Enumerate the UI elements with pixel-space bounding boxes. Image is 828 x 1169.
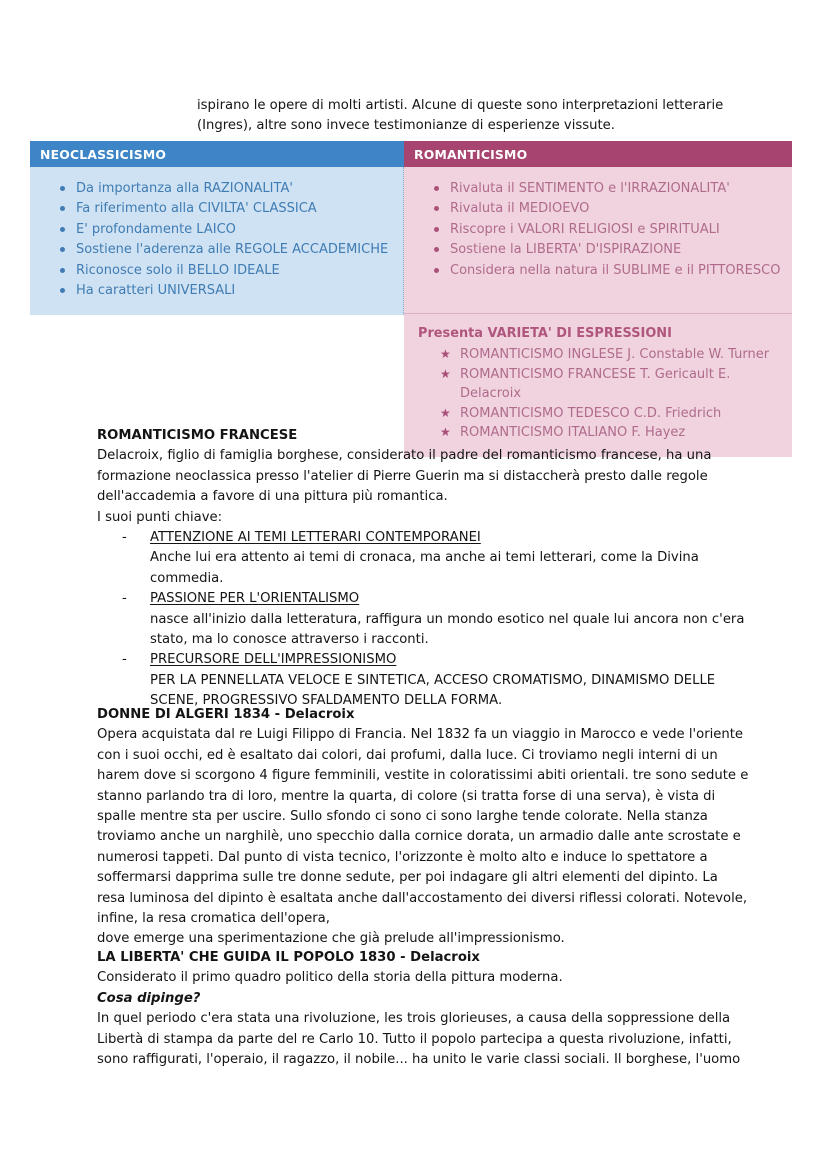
- list-item: Fa riferimento alla CIVILTA' CLASSICA: [38, 199, 395, 218]
- column-header-neoclassicismo: NEOCLASSICISMO: [30, 141, 404, 167]
- section-question: Cosa dipinge?: [97, 990, 201, 1006]
- section-heading: ROMANTICISMO FRANCESE: [97, 428, 298, 443]
- points-intro: I suoi punti chiave:: [97, 509, 223, 525]
- section-paragraph-1: Considerato il primo quadro politico della storia della pittura moderna.: [97, 970, 563, 986]
- point-title: - PRECURSORE DELL'IMPRESSIONISMO: [150, 652, 397, 668]
- list-item: Sostiene la LIBERTA' D'ISPIRAZIONE: [412, 240, 784, 259]
- section-paragraph-last: dove emerge una sperimentazione che già prelude all'impressionismo.: [97, 931, 565, 947]
- neoclassicismo-list: [38, 179, 395, 300]
- varieta-title: Presenta VARIETA' DI ESPRESSIONI: [418, 326, 672, 341]
- list-item: ★ ROMANTICISMO INGLESE J. Constable W. Turner: [412, 345, 784, 365]
- key-points-list: [97, 528, 749, 712]
- section-heading: DONNE DI ALGERI 1834 - Delacroix: [97, 707, 355, 722]
- point-body: nasce all'inizio dalla letteratura, raffigura un mondo esotico nel quale lui ancora non c'era stato, ma lo conosce attraverso i racconti.: [150, 611, 745, 648]
- list-item: Riscopre i VALORI RELIGIOSI e SPIRITUALI: [412, 220, 784, 239]
- list-item: ★ ROMANTICISMO FRANCESE T. Gericault E. Delacroix: [412, 365, 784, 404]
- section-heading: LA LIBERTA' CHE GUIDA IL POPOLO 1830 - Delacroix: [97, 950, 480, 965]
- section-donne-di-algeri: [97, 705, 749, 950]
- section-paragraph: Opera acquistata dal re Luigi Filippo di Francia. Nel 1832 fa un viaggio in Marocco e vede l'oriente con i suoi occhi, ed è esaltato dai colori, dai profumi, dalla luce. Ci troviamo negli interni di un harem dove si scorgono 4 figure femminili, vestite in coloratissimi abiti orientali. tre sono sedute e stanno parlando tra di loro, mentre la quarta, di colore (si tratta forse di una serva), è vista di spalle mentre sta per uscire. Sullo sfondo ci sono ci sono larghe tende colorate. Nella stanza troviamo anche un narghilè, uno specchio dalla cornice dorata, un armadio dalle ante scrostate e numerosi tappeti. Dal punto di vista tecnico, l'orizzonte è molto alto e induce lo spettatore a soffermarsi dapprima sulle tre donne sedute, per poi indagare gli altri elementi del dipinto. La resa luminosa del dipinto è esaltata anche dall'accostamento dei diversi riflessi colorati. Notevole, infine, la resa cromatica dell'opera,: [97, 727, 749, 927]
- column-header-romanticismo: ROMANTICISMO: [404, 141, 792, 167]
- intro-line-2: (Ingres), altre sono invece testimonianze di esperienze vissute.: [197, 118, 615, 133]
- section-liberta-guida-popolo: [97, 948, 749, 1070]
- romanticismo-list: [412, 179, 784, 280]
- list-item: Riconosce solo il BELLO IDEALE: [38, 261, 395, 280]
- point-title: - ATTENZIONE AI TEMI LETTERARI CONTEMPORANEI: [150, 530, 481, 546]
- neoclassicismo-body: [30, 167, 404, 315]
- list-item: Rivaluta il MEDIOEVO: [412, 199, 784, 218]
- list-item: ★ ROMANTICISMO ITALIANO F. Hayez: [412, 423, 784, 443]
- list-item: Considera nella natura il SUBLIME e il PITTORESCO: [412, 261, 784, 280]
- list-item: Sostiene l'aderenza alle REGOLE ACCADEMICHE: [38, 240, 395, 259]
- table-column-neoclassicismo: [30, 141, 404, 315]
- intro-paragraph: [197, 96, 797, 136]
- list-item: ★ ROMANTICISMO TEDESCO C.D. Friedrich: [412, 404, 784, 424]
- list-item: E' profondamente LAICO: [38, 220, 395, 239]
- romanticismo-body: [404, 167, 792, 313]
- list-item: Da importanza alla RAZIONALITA': [38, 179, 395, 198]
- list-item: Rivaluta il SENTIMENTO e l'IRRAZIONALITA': [412, 179, 784, 198]
- list-item: [97, 528, 749, 589]
- list-item: [97, 650, 749, 711]
- comparison-table: [30, 141, 792, 457]
- list-item: [97, 589, 749, 650]
- point-body: Anche lui era attento ai temi di cronaca, ma anche ai temi letterari, come la Divina commedia.: [150, 550, 699, 586]
- section-paragraph: Delacroix, figlio di famiglia borghese, considerato il padre del romanticismo francese, ha una formazione neoclassica presso l'atelier di Pierre Guerin ma si distaccherà presto dalle regole dell'accademia a favore di una pittura più romantica.: [97, 448, 712, 505]
- point-body: PER LA PENNELLATA VELOCE E SINTETICA, ACCESO CROMATISMO, DINAMISMO DELLE SCENE, PROGRESSIVO SFALDAMENTO DELLA FORMA.: [150, 672, 716, 709]
- list-item: Ha caratteri UNIVERSALI: [38, 281, 395, 300]
- section-romanticismo-francese: [97, 426, 749, 712]
- point-title: - PASSIONE PER L'ORIENTALISMO: [150, 591, 360, 607]
- section-paragraph-2: In quel periodo c'era stata una rivoluzione, les trois glorieuses, a causa della soppressione della Libertà di stampa da parte del re Carlo 10. Tutto il popolo partecipa a questa rivoluzione, infatti, sono raffigurati, l'operaio, il ragazzo, il nobile... ha unito le varie classi sociali. Il borghese, l'uomo: [97, 1011, 741, 1068]
- table-column-romanticismo: [404, 141, 792, 457]
- intro-line-1: ispirano le opere di molti artisti. Alcune di queste sono interpretazioni letterarie: [197, 98, 724, 113]
